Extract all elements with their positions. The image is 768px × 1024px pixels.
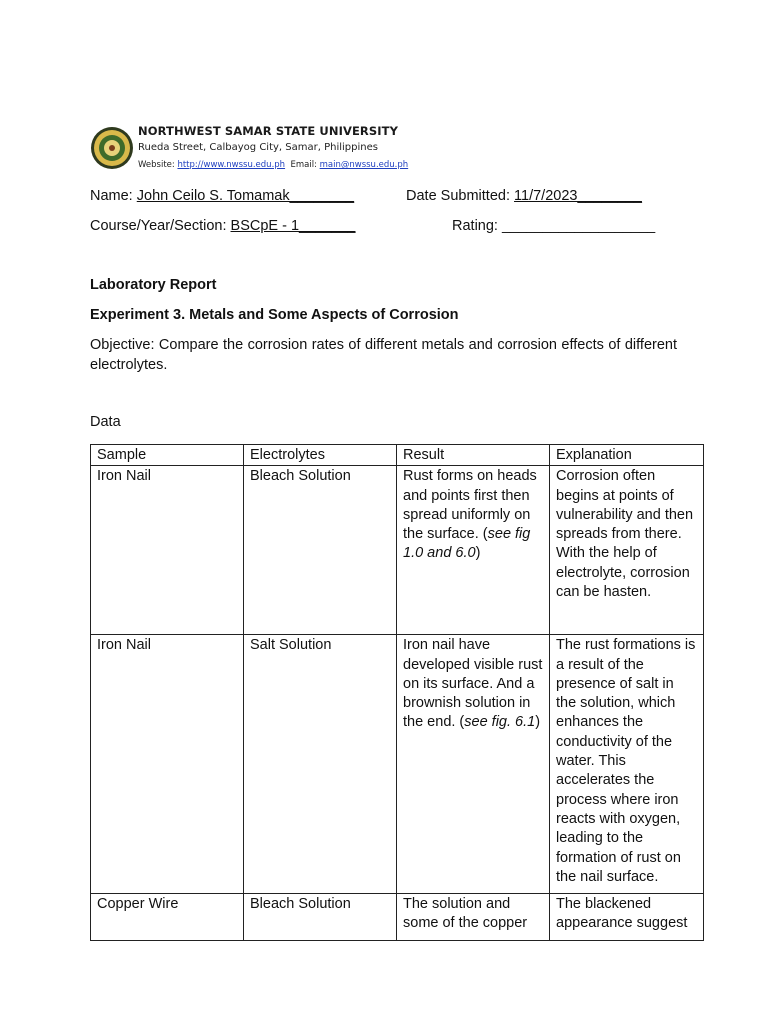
name-field [90, 188, 354, 204]
university-address: Rueda Street, Calbayog City, Samar, Philippines [138, 142, 378, 153]
explanation-cell: Corrosion often begins at points of vulnerability and then spreads from there. With the help of electrolyte, corrosion can be hasten. [550, 466, 704, 635]
experiment-title: Experiment 3. Metals and Some Aspects of Corrosion [90, 307, 459, 323]
electrolyte-cell: Bleach Solution [244, 466, 397, 635]
result-end: ) [535, 714, 541, 731]
university-name: NORTHWEST SAMAR STATE UNIVERSITY [138, 124, 398, 138]
column-header-result: Result [397, 445, 550, 466]
course-label: Course/Year/Section: [90, 218, 227, 234]
data-table [90, 444, 704, 941]
rating-field [452, 218, 655, 234]
name-label: Name: [90, 188, 133, 204]
result-text: Rust forms on heads and points first then spread uniformly on the surface. ( [403, 468, 537, 543]
website-label: Website: [138, 160, 175, 170]
course-value: BSCpE - 1_______ [230, 218, 356, 234]
explanation-cell: The blackened appearance suggest [550, 894, 704, 941]
sample-cell: Iron Nail [91, 466, 244, 635]
data-section-label: Data [90, 414, 121, 430]
objective-paragraph: Objective: Compare the corrosion rates of different metals and corrosion effects of different electrolytes. [90, 337, 677, 373]
university-header [90, 122, 510, 180]
rating-label: Rating: [452, 218, 498, 234]
electrolyte-cell: Bleach Solution [244, 894, 397, 941]
table-row [91, 894, 704, 941]
result-cell [397, 894, 550, 941]
figure-reference: see fig 1.0 and 6.0 [403, 526, 531, 562]
sample-cell: Iron Nail [91, 635, 244, 894]
result-text: The solution and some of the copper [403, 896, 528, 932]
explanation-cell: The rust formations is a result of the presence of salt in the solution, which enhances the conductivity of the water. This accelerates the process where iron reacts with oxygen, leading to the formation of rust on the nail surface. [550, 635, 704, 894]
figure-reference: see fig. 6.1 [464, 714, 536, 731]
result-text: Iron nail have developed visible rust on its surface. And a brownish solution in the end. ( [403, 637, 543, 731]
university-contact [138, 160, 408, 170]
table-row [91, 635, 704, 894]
report-type-heading: Laboratory Report [90, 277, 217, 293]
course-field [90, 218, 355, 234]
result-cell [397, 635, 550, 894]
column-header-electrolytes: Electrolytes [244, 445, 397, 466]
electrolyte-cell: Salt Solution [244, 635, 397, 894]
table-header-row [91, 445, 704, 466]
university-seal-icon [90, 126, 134, 170]
name-value: John Ceilo S. Tomamak________ [136, 188, 355, 204]
column-header-explanation: Explanation [550, 445, 704, 466]
result-cell [397, 466, 550, 635]
email-label: Email: [290, 160, 317, 170]
email-link[interactable]: main@nwssu.edu.ph [319, 160, 409, 170]
date-field [406, 188, 642, 204]
sample-cell: Copper Wire [91, 894, 244, 941]
table-row [91, 466, 704, 635]
date-value: 11/7/2023________ [514, 188, 642, 204]
result-end: ) [475, 545, 481, 562]
column-header-sample: Sample [91, 445, 244, 466]
rating-value: ___________________ [501, 218, 656, 234]
website-link[interactable]: http://www.nwssu.edu.ph [177, 160, 286, 170]
date-label: Date Submitted: [406, 188, 510, 204]
